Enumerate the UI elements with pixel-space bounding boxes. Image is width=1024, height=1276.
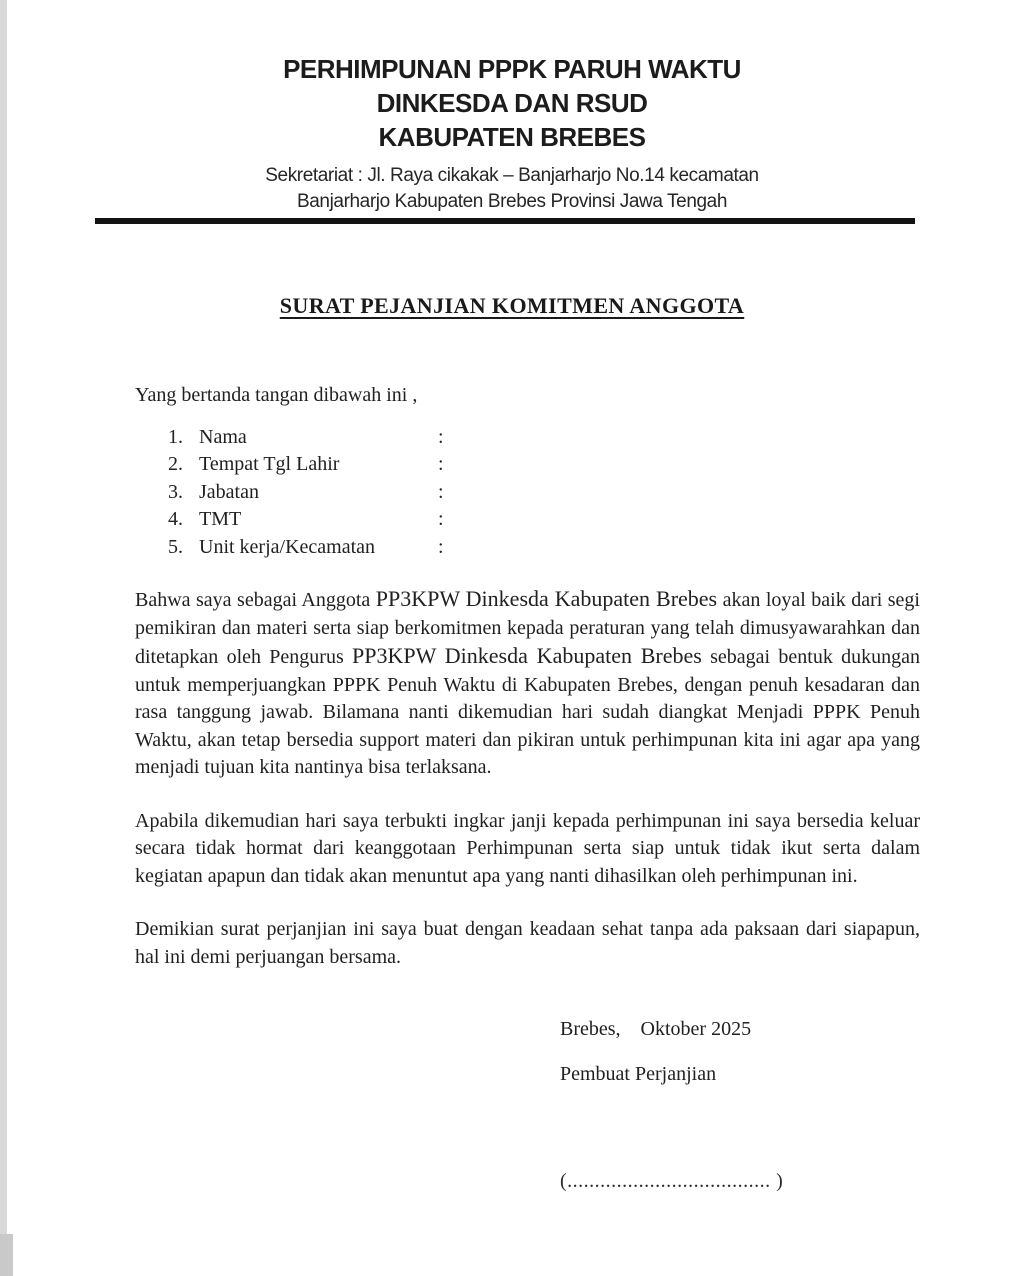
- paragraph-commitment-seg3: sebagai bentuk dukungan untuk memperjuangkan PPPK Penuh Waktu di Kabupaten Brebes, dengan penuh kesadaran dan rasa tanggung jawab. Bilamana nanti dikemudian hari sudah diangkat Menjadi PPPK Penuh Waktu, akan tetap bersedia support materi dan pikiran untuk perhimpunan kita ini agar apa yang menjadi tujuan kita nantinya bisa terlaksana.: [135, 646, 921, 778]
- form-row-number: 5.: [168, 535, 183, 558]
- letter-body: [135, 382, 920, 1195]
- form-row-label: Nama: [199, 425, 247, 448]
- form-row-tempat-tgl-lahir: [135, 451, 920, 479]
- form-row-number: 4.: [168, 508, 183, 530]
- scan-edge-artifact: [0, 0, 7, 1276]
- identity-form-list: [135, 424, 920, 562]
- scan-corner-artifact: [0, 1234, 13, 1276]
- letterhead-divider-rule: [95, 218, 915, 224]
- closing-block: [135, 1016, 920, 1195]
- form-row-colon: :: [438, 508, 444, 530]
- org-abbreviation-emphasis: PP3KPW Dinkesda Kabupaten Brebes: [375, 586, 718, 611]
- form-row-colon: :: [438, 480, 444, 503]
- org-name-line-2: DINKESDA DAN RSUD: [376, 88, 648, 118]
- org-abbreviation-emphasis: PP3KPW Dinkesda Kabupaten Brebes: [352, 643, 702, 668]
- signature-line: (..................................... ): [560, 1170, 784, 1192]
- place-and-date: Brebes, Oktober 2025: [560, 1018, 752, 1040]
- paragraph-commitment-seg2: akan loyal baik dari segi pemikiran dan materi serta siap berkomitmen kepada peraturan yang telah dimusyawarahkan dan ditetapkan oleh Pengurus: [135, 589, 920, 668]
- form-row-colon: :: [438, 453, 444, 475]
- form-row-number: 3.: [168, 480, 183, 503]
- document-title: SURAT PEJANJIAN KOMITMEN ANGGOTA: [279, 293, 745, 318]
- form-row-label: Unit kerja/Kecamatan: [199, 535, 376, 558]
- form-row-label: Jabatan: [199, 480, 259, 503]
- form-row-tmt: [135, 506, 920, 534]
- letterhead: [0, 52, 1024, 224]
- paragraph-statement: Demikian surat perjanjian ini saya buat dengan keadaan sehat tanpa ada paksaan dari siapapun, hal ini demi perjuangan bersama.: [135, 918, 920, 968]
- form-row-nama: [135, 424, 920, 452]
- secretariat-line-1: Sekretariat : Jl. Raya cikakak – Banjarharjo No.14 kecamatan: [265, 165, 759, 186]
- form-row-number: 2.: [168, 453, 183, 475]
- paragraph-commitment: [135, 585, 920, 782]
- secretariat-address: [0, 163, 1024, 215]
- form-row-colon: :: [438, 425, 444, 448]
- form-row-colon: :: [438, 535, 444, 558]
- org-name-line-1: PERHIMPUNAN PPPK PARUH WAKTU: [283, 54, 741, 84]
- form-row-label: TMT: [199, 508, 242, 530]
- signer-role: Pembuat Perjanjian: [560, 1063, 717, 1085]
- form-row-unit-kerja: [135, 534, 920, 562]
- paragraph-sanction: Apabila dikemudian hari saya terbukti ingkar janji kepada perhimpunan ini saya bersedia keluar secara tidak hormat dari keanggotaan Perhimpunan serta siap untuk tidak ikut serta dalam kegiatan apapun dan tidak akan menuntut apa yang nanti dihasilkan oleh perhimpunan ini.: [135, 809, 920, 887]
- secretariat-line-2: Banjarharjo Kabupaten Brebes Provinsi Jawa Tengah: [296, 191, 727, 212]
- form-row-number: 1.: [168, 425, 183, 448]
- form-row-label: Tempat Tgl Lahir: [199, 453, 340, 475]
- intro-line: Yang bertanda tangan dibawah ini ,: [135, 384, 418, 406]
- form-row-jabatan: [135, 479, 920, 507]
- paragraph-commitment-seg1: Bahwa saya sebagai Anggota: [135, 589, 376, 611]
- org-name-line-3: KABUPATEN BREBES: [378, 122, 646, 152]
